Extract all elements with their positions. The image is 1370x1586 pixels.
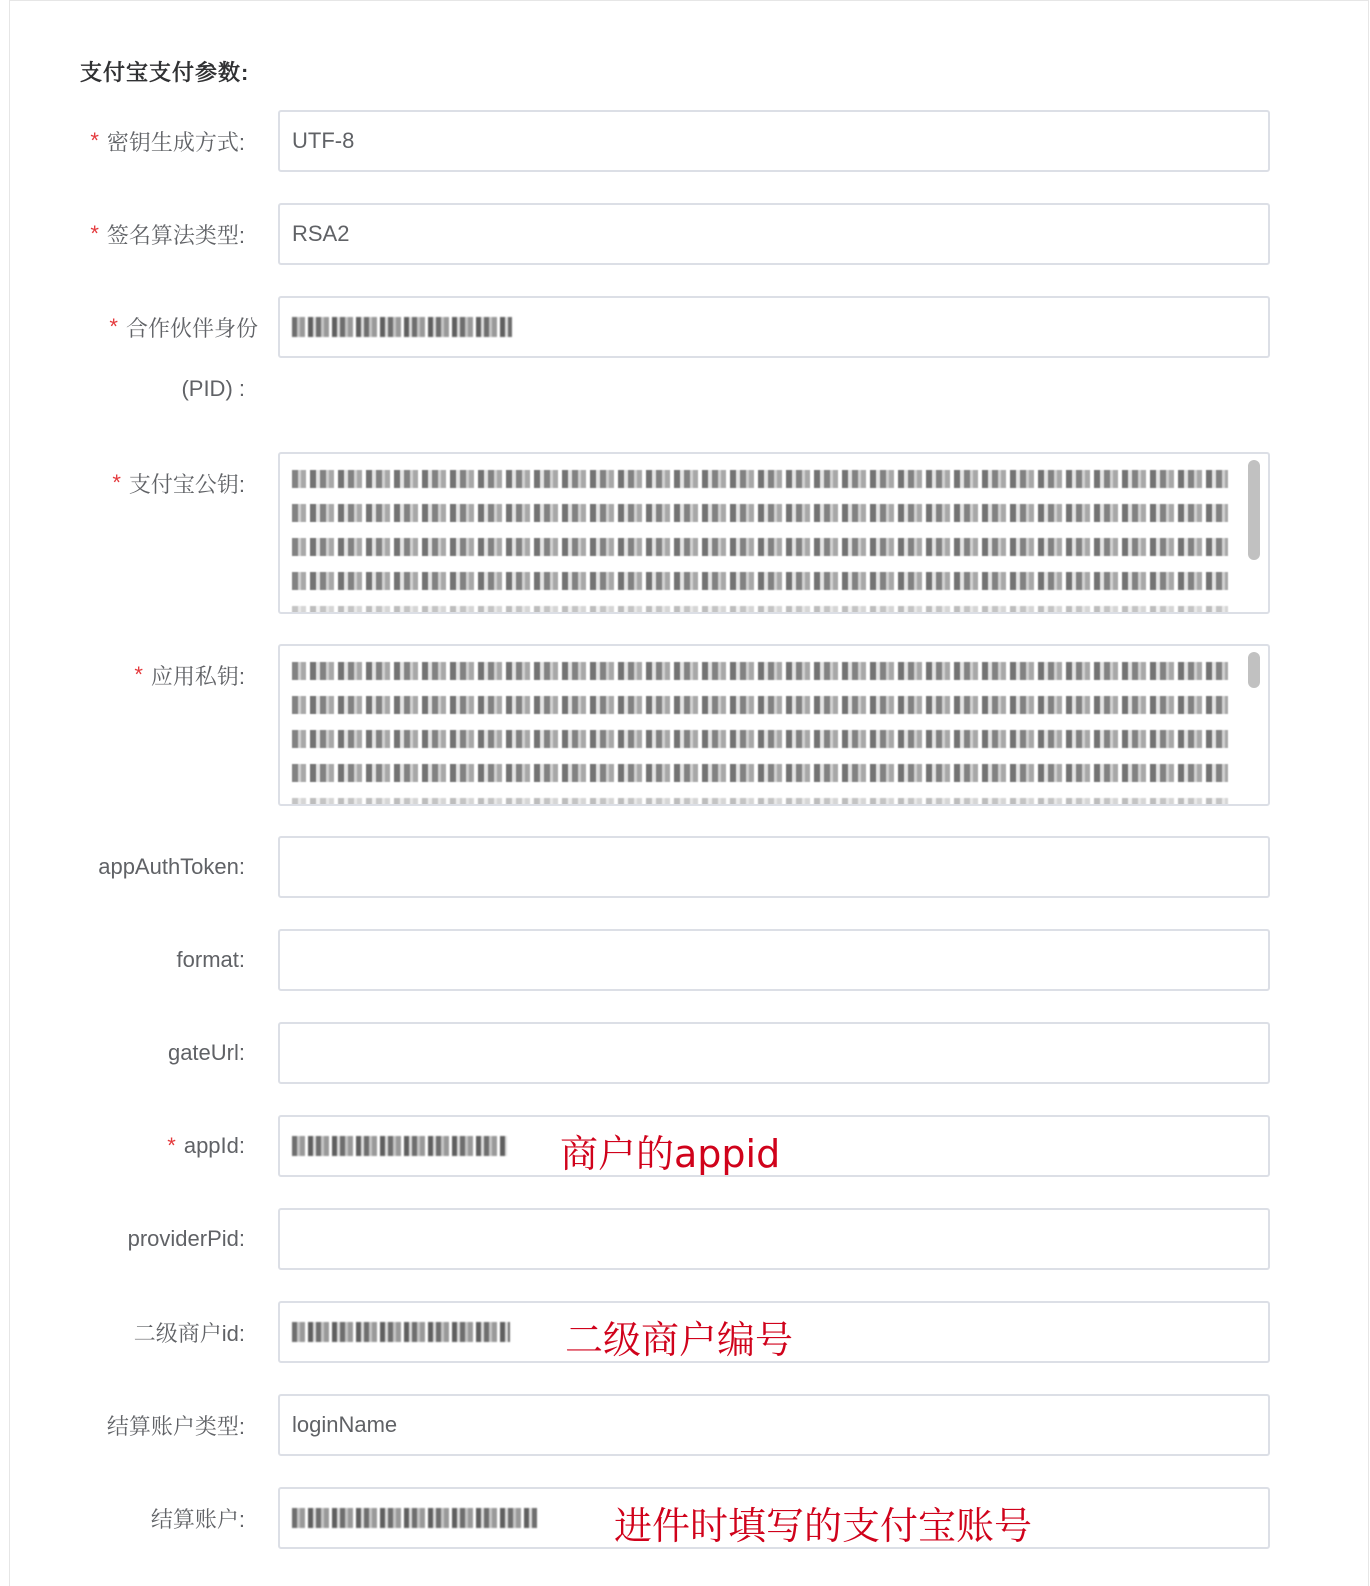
alipay-public-key-label: * 支付宝公钥: (112, 470, 245, 497)
sub-merchant-annotation: 二级商户编号 (565, 1318, 794, 1362)
app-auth-token-label: appAuthToken: (98, 854, 245, 879)
masked-value (292, 1136, 507, 1156)
masked-value (292, 1322, 510, 1342)
required-mark: * (112, 470, 121, 495)
textarea-scrollbar[interactable] (1248, 460, 1260, 560)
gate-url-label: gateUrl: (167, 1040, 245, 1065)
masked-value (292, 662, 1228, 806)
required-mark: * (90, 128, 99, 153)
settle-account-type-label: 结算账户类型: (106, 1413, 245, 1439)
partner-id-label-line2: (PID) : (181, 376, 245, 401)
app-private-key-textarea[interactable] (278, 644, 1270, 806)
section-title: 支付宝支付参数: (80, 60, 250, 85)
required-mark: * (167, 1133, 176, 1158)
settle-account-label: 结算账户: (150, 1506, 245, 1532)
format-label: format: (176, 947, 245, 972)
provider-pid-label: providerPid: (127, 1226, 245, 1251)
alipay-params-panel (9, 0, 1369, 1586)
textarea-scrollbar[interactable] (1248, 652, 1260, 688)
masked-value (292, 470, 1228, 614)
provider-pid-input[interactable] (278, 1208, 1270, 1270)
gate-url-input[interactable] (278, 1022, 1270, 1084)
app-id-label: * appId: (167, 1133, 245, 1158)
key-gen-input[interactable]: UTF-8 (278, 110, 1270, 172)
key-gen-label: * 密钥生成方式: (90, 128, 245, 155)
settle-account-annotation: 进件时填写的支付宝账号 (614, 1504, 1033, 1548)
alipay-public-key-textarea[interactable] (278, 452, 1270, 614)
sign-type-input[interactable]: RSA2 (278, 203, 1270, 265)
required-mark: * (134, 662, 143, 687)
settle-account-type-input[interactable]: loginName (278, 1394, 1270, 1456)
sign-type-label: * 签名算法类型: (90, 221, 245, 248)
masked-value (292, 317, 512, 337)
masked-value (292, 1508, 537, 1528)
required-mark: * (109, 314, 118, 339)
sub-merchant-id-label: 二级商户id: (133, 1320, 245, 1346)
app-auth-token-input[interactable] (278, 836, 1270, 898)
partner-id-input[interactable] (278, 296, 1270, 358)
partner-id-label: * 合作伙伴身份 (109, 314, 258, 341)
app-private-key-label: * 应用私钥: (134, 662, 245, 689)
app-id-annotation: 商户的appid (560, 1132, 781, 1176)
required-mark: * (90, 221, 99, 246)
format-input[interactable] (278, 929, 1270, 991)
